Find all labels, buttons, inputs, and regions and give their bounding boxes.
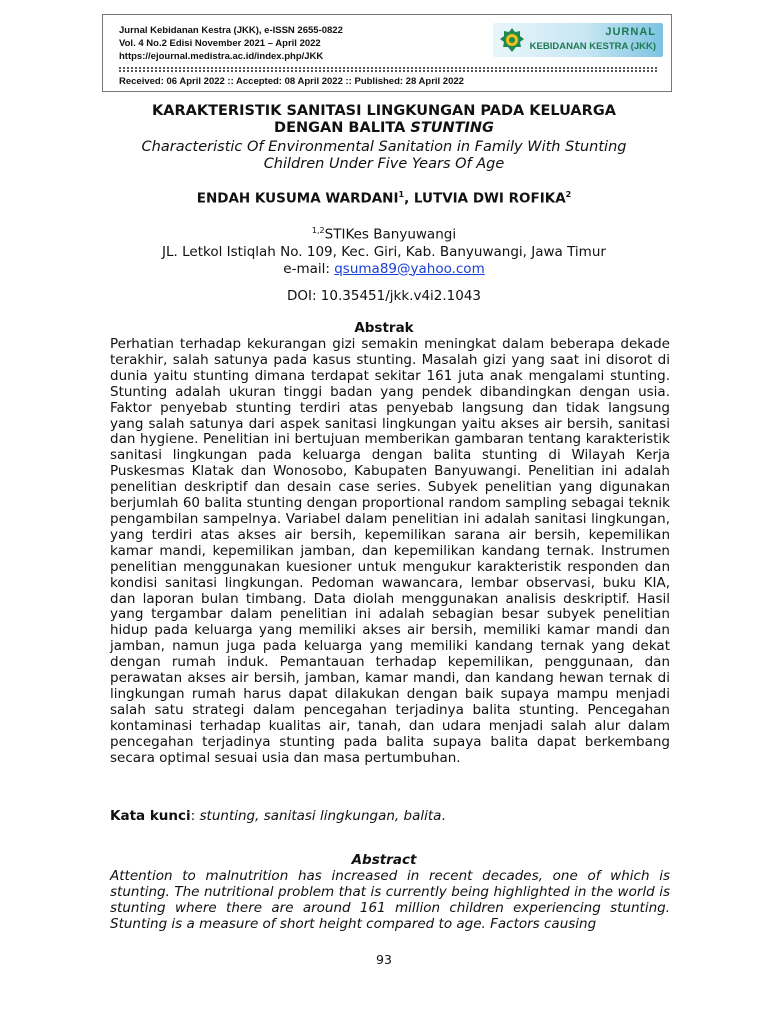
author-1: ENDAH KUSUMA WARDANI (196, 190, 399, 207)
title-line-2-text: DENGAN BALITA (274, 120, 411, 136)
abstrak-body (110, 337, 670, 766)
journal-logo (493, 23, 663, 57)
keywords (110, 808, 446, 824)
logo-text-name: KEBIDANAN KESTRA (JKK) (529, 41, 656, 52)
email-link[interactable]: qsuma89@yahoo.com (334, 260, 485, 277)
emblem-icon (499, 27, 525, 53)
authors (0, 190, 768, 207)
keywords-end: . (441, 808, 446, 824)
affiliation-address: JL. Letkol Istiqlah No. 109, Kec. Giri, Kab. Banyuwangi, Jawa Timur (162, 243, 606, 260)
subtitle-line-1: Characteristic Of Environmental Sanitation in Family With Stunting (141, 139, 627, 155)
keywords-label: Kata kunci (110, 808, 191, 824)
abstrak-heading: Abstrak (354, 320, 414, 336)
author-2: LUTVIA DWI ROFIKA (413, 190, 566, 207)
affiliation (0, 222, 768, 278)
page-number: 93 (376, 952, 392, 967)
affiliation-email (0, 261, 768, 278)
received-dates: Received: 06 April 2022 :: Accepted: 08 April 2022 :: Published: 28 April 2022 (119, 76, 464, 87)
journal-url[interactable]: https://ejournal.medistra.ac.id/index.php/JKK (119, 51, 324, 62)
journal-header (102, 14, 672, 92)
keywords-colon: : (190, 808, 200, 824)
affiliation-name (0, 222, 768, 244)
abstract-heading: Abstract (351, 852, 417, 868)
journal-volume: Vol. 4 No.2 Edisi November 2021 – April 2022 (119, 38, 321, 49)
affiliation-sup: 1,2 (311, 226, 325, 235)
paper-subtitle (0, 139, 768, 173)
title-line-2-italic: STUNTING (410, 120, 494, 136)
paper-title (0, 103, 768, 137)
email-label: e-mail: (283, 260, 335, 277)
affiliation-institution: STIKes Banyuwangi (324, 226, 457, 243)
title-line-1: KARAKTERISTIK SANITASI LINGKUNGAN PADA KELUARGA (152, 103, 616, 119)
subtitle-line-2: Children Under Five Years Of Age (263, 156, 505, 172)
logo-text-journal: JURNAL (605, 26, 656, 38)
author-2-sup: 2 (565, 190, 572, 199)
journal-info (119, 24, 343, 63)
abstrak-paragraph: Perhatian terhadap kekurangan gizi semakin meningkat dalam beberapa dekade terakhir, salah satunya pada kasus stunting. Masalah gizi yang saat ini disorot di dunia yaitu stunting dimana terdapat sekitar 161 juta anak mengalami stunting. Stunting adalah ukuran tinggi badan yang pendek dibandingkan dengan usia. Faktor penyebab stunting terdiri atas penyebab langsung dan tidak langsung yang salah satunya dari aspek sanitasi lingkungan yaitu akses air bersih, sanitasi dan hygiene. Penelitian ini bertujuan memberikan gambaran tentang karakteristik sanitasi lingkungan pada keluarga dengan balita stunting di Wilayah Kerja Puskesmas Klatak dan Wonosobo, Kabupaten Banyuwangi. Penelitian ini adalah penelitian deskriptif dan desain case series. Subyek penelitian yang digunakan berjumlah 60 balita stunting dengan proportional random sampling sebagai teknik pengambilan sampelnya. Variabel dalam penelitian ini adalah sanitasi lingkungan, yang terdiri atas akses air bersih, kepemilikan sarana air bersih, kepemilikan kamar mandi, kepemilikan jamban, dan kepemilikan kandang ternak. Instrumen penelitian menggunakan kuesioner untuk mengukur karakteristik responden dan kondisi sanitasi lingkungan. Pedoman wawancara, lembar observasi, buku KIA, dan laporan bulan timbang. Data diolah menggunakan analisis deskriptif. Hasil yang tergambar dalam penelitian ini adalah sebagian besar subyek penelitian hidup pada keluarga yang memiliki akses air bersih, memiliki kamar mandi dan jamban, namun juga pada keluarga yang memiliki kandang ternak yang dekat dengan rumah induk. Pemantauan terhadap kepemilikan, penggunaan, dan perawatan akses air bersih, jamban, kamar mandi, dan kandang hewan ternak di lingkungan rumah harus dapat dilakukan dengan baik supaya mampu menjadi salah satu strategi dalam pencegahan terjadinya balita stunting. Pencegahan kontaminasi terhadap kualitas air, tanah, dan udara menjadi salah alur dalam pencegahan terjadinya stunting pada balita supaya balita dapat berkembang secara optimal sesuai usia dan masa pertumbuhan. (110, 336, 670, 766)
keywords-value: stunting, sanitasi lingkungan, balita (199, 808, 442, 824)
doi[interactable]: DOI: 10.35451/jkk.v4i2.1043 (286, 288, 482, 304)
title-line-2 (0, 120, 768, 137)
abstract-body (110, 869, 670, 933)
header-divider (119, 67, 657, 72)
abstract-paragraph: Attention to malnutrition has increased in recent decades, one of which is stunting. The nutritional problem that is currently being highlighted in the world is stunting where there are around 161 million children experiencing stunting. Stunting is a measure of short height compared to age. Factors causing (110, 868, 670, 932)
journal-name: Jurnal Kebidanan Kestra (JKK), e-ISSN 2655-0822 (119, 25, 343, 36)
author-1-sup: 1 (398, 190, 405, 199)
author-separator: , (404, 190, 414, 207)
